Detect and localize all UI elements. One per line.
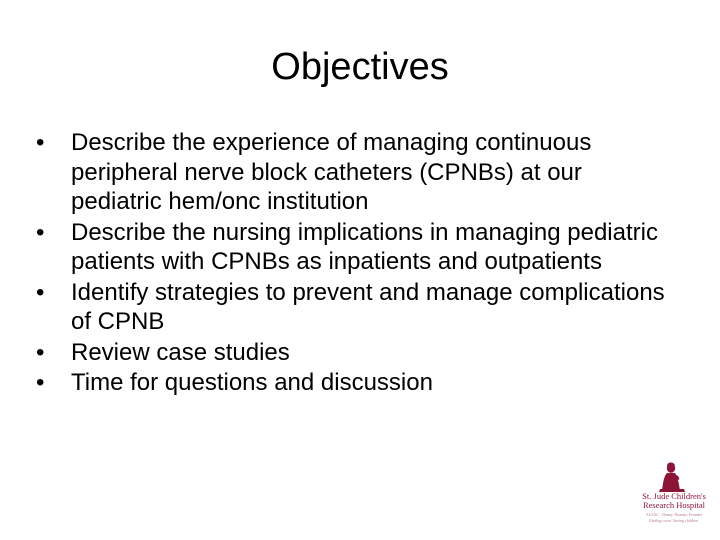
st-jude-logo — [640, 462, 708, 532]
bullet-icon: • — [36, 369, 45, 396]
bullet-icon: • — [36, 278, 45, 306]
child-silhouette-icon — [640, 462, 708, 492]
list-item — [36, 278, 676, 337]
logo-subtitle: ALSAC · Danny Thomas, Founder — [645, 512, 703, 517]
bullet-text: Describe the nursing implications in managing pediatric patients with CPNBs as inpatients and outpatients — [71, 218, 658, 275]
bullet-icon: • — [36, 129, 45, 156]
logo-tagline: Finding cures. Saving children. — [648, 518, 700, 523]
logo-name-line1: St. Jude Children's — [642, 491, 706, 501]
logo-name-line2: Research Hospital — [642, 500, 706, 510]
list-item — [36, 338, 676, 368]
bullet-text: Time for questions and discussion — [71, 369, 433, 396]
objectives-list — [36, 128, 676, 399]
bullet-icon: • — [36, 338, 45, 366]
bullet-text: Describe the experience of managing continuous peripheral nerve block catheters (CPNBs) at our pediatric hem/onc institution — [71, 129, 592, 215]
list-item — [36, 368, 676, 398]
list-item — [36, 128, 676, 217]
bullet-text: Identify strategies to prevent and manage complications of CPNB — [71, 278, 665, 335]
list-item — [36, 218, 676, 277]
bullet-text: Review case studies — [71, 338, 290, 366]
slide-title: Objectives — [271, 46, 449, 88]
bullet-icon: • — [36, 218, 45, 246]
